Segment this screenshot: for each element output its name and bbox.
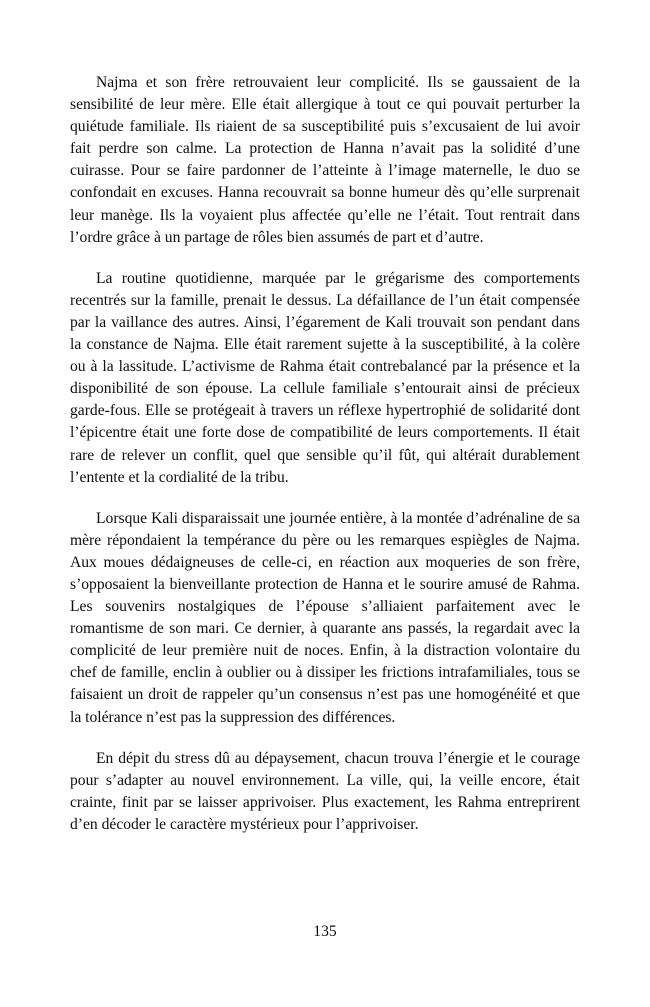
- paragraph: La routine quotidienne, marquée par le grégarisme des comportements recentrés sur la famille, prenait le dessus. La défaillance de l’un était compensée par la vaillance des autres. Ainsi, l’égarement de Kali trouvait son pendant dans la constance de Najma. Elle était rarement sujette à la susceptibilité, à la colère ou à la lassitude. L’activisme de Rahma était contrebalancé par la présence et la disponibilité de son épouse. La cellule familiale s’entourait ainsi de précieux garde-fous. Elle se protégeait à travers un réflexe hypertrophié de solidarité dont l’épicentre était une forte dose de compatibilité de leurs comportements. Il était rare de relever un conflit, quel que sensible qu’il fût, qui altérait durablement l’entente et la cordialité de la tribu.: [70, 269, 580, 486]
- paragraph: Najma et son frère retrouvaient leur complicité. Ils se gaussaient de la sensibilité de leur mère. Elle était allergique à tout ce qui pouvait perturber la quiétude familiale. Ils riaient de sa susceptibilité puis s’excusaient de lui avoir fait perdre son calme. La protection de Hanna n’avait pas la solidité d’une cuirasse. Pour se faire pardonner de l’atteinte à l’image maternelle, le duo se confondait en excuses. Hanna recouvrait sa bonne humeur dès qu’elle surprenait leur manège. Ils la voyaient plus affectée qu’elle ne l’était. Tout rentrait dans l’ordre grâce à un partage de rôles bien assumés de part et d’autre.: [70, 74, 580, 246]
- paragraph: En dépit du stress dû au dépaysement, chacun trouva l’énergie et le courage pour s’adapter au nouvel environnement. La ville, qui, la veille encore, était crainte, finit par se laisser apprivoiser. Plus exactement, les Rahma entreprirent d’en décoder le caractère mystérieux pour l’apprivoiser.: [70, 749, 580, 833]
- paragraph: Lorsque Kali disparaissait une journée entière, à la montée d’adrénaline de sa mère répondaient la tempérance du père ou les remarques espiègles de Najma. Aux moues dédaigneuses de celle-ci, en réaction aux moqueries de son frère, s’opposaient la bienveillante protection de Hanna et le sourire amusé de Rahma. Les souvenirs nostalgiques de l’épouse s’alliaient parfaitement avec le romantisme de son mari. Ce dernier, à quarante ans passés, la regardait avec la complicité de leur première nuit de noces. Enfin, à la distraction volontaire du chef de famille, enclin à oublier ou à dissiper les frictions intrafamiliales, tous se faisaient un droit de rappeler qu’un consensus n’est pas une homogénéité et que la tolérance n’est pas la suppression des différences.: [70, 509, 580, 726]
- page-number: 135: [313, 923, 337, 940]
- body-text-column: [70, 72, 580, 836]
